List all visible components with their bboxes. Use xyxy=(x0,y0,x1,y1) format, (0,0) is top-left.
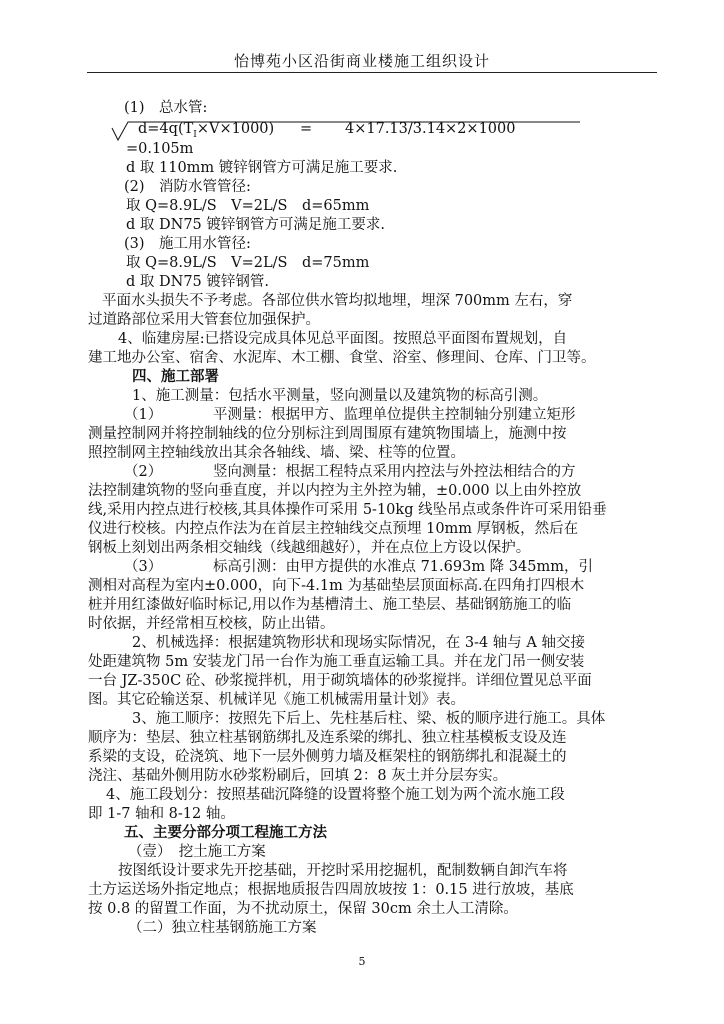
text-line: 浇注、基础外侧用防水砂浆粉刷后，回填 2：8 灰土并分层夯实。 xyxy=(88,768,508,784)
text-line: 法控制建筑物的竖向垂直度，并以内控为主外控为辅，±0.000 以上由外控放 xyxy=(88,483,582,499)
text-line: 一台 JZ-350C 砼、砂浆搅拌机，用于砌筑墙体的砂浆搅拌。详细位置见总平面 xyxy=(88,673,592,689)
section-heading-5: 五、主要分部分项工程施工方法 xyxy=(124,824,327,841)
page-header-title: 怡博苑小区沿街商业楼施工组织设计 xyxy=(233,52,490,70)
text-line: 土方运送场外指定地点；根据地质报告四周放坡按 1：0.15 进行放坡，基底 xyxy=(88,882,574,898)
text-line: （2） 竖向测量：根据工程特点采用内控法与外控法相结合的方 xyxy=(124,464,576,480)
text-line: 4、临建房屋:已搭设完成具体见总平面图。按照总平面图布置规划，自 xyxy=(118,331,568,347)
text-line: 平面水头损失不予考虑。各部位供水管均拟地埋，埋深 700mm 左右，穿 xyxy=(102,293,573,309)
text-line: 按图纸设计要求先开挖基础，开挖时采用挖掘机，配制数辆自卸汽车将 xyxy=(118,863,568,879)
text-line: 钢板上刻划出两条相交轴线（线越细越好），并在点位上方设以保护。 xyxy=(88,540,531,556)
formula-right-text: ×V×1000) xyxy=(196,121,275,137)
text-line: 取 Q=8.9L/S V=2L/S d=65mm xyxy=(126,198,370,214)
text-line: 过道路部位采用大管套位加强保护。 xyxy=(88,312,320,328)
text-line: 2、机械选择：根据建筑物形状和现场实际情况，在 3-4 轴与 A 轴交接 xyxy=(132,635,585,651)
text-line: d 取 DN75 镀锌钢管. xyxy=(126,274,269,290)
text-line: 处距建筑物 5m 安装龙门吊一台作为施工垂直运输工具。并在龙门吊一侧安装 xyxy=(88,654,585,670)
text-line: 按 0.8 的留置工作面，为不扰动原土，保留 30cm 余土人工清除。 xyxy=(88,901,518,917)
text-line: （3） 标高引测：由甲方提供的水准点 71.693m 降 345mm，引 xyxy=(124,559,593,575)
text-line: 系梁的支设，砼浇筑、地下一层外侧剪力墙及框架柱的钢筋绑扎和混凝土的 xyxy=(88,749,567,765)
text-line: 建工地办公室、宿舍、水泥库、木工棚、食堂、浴室、修理间、仓库、门卫等。 xyxy=(88,350,596,366)
text-line: （1） 平测量：根据甲方、监理单位提供主控制轴分别建立矩形 xyxy=(124,407,576,423)
text-line: (3) 施工用水管径: xyxy=(124,236,251,252)
text-line: 即 1-7 轴和 8-12 轴。 xyxy=(88,806,235,822)
text-line: 4、施工段划分：按照基础沉降缝的设置将整个施工划为两个流水施工段 xyxy=(106,787,565,803)
subsection-heading: （壹） 挖土施工方案 xyxy=(128,844,266,860)
text-line: (2) 消防水管管径: xyxy=(124,179,251,195)
text-line: 照控制网主控轴线放出其余各轴线、墙、梁、柱等的位置。 xyxy=(88,445,465,461)
subsection-heading: （二）独立柱基钢筋施工方案 xyxy=(128,920,317,936)
text-line: 线,采用内控点进行校核,其具体操作可采用 5-10kg 线坠吊点或条件许可采用铅垂 xyxy=(88,502,607,518)
text-line: 时依据，并经常相互校核，防止出错。 xyxy=(88,616,335,632)
text-line: =0.105m xyxy=(126,141,194,157)
pipe-diameter-formula xyxy=(110,120,580,142)
text-line: d 取 110mm 镀锌钢管方可满足施工要求. xyxy=(126,160,398,176)
text-line: 图。其它砼输送泵、机械详见《施工机械需用量计划》表。 xyxy=(88,692,465,708)
text-line: 测相对高程为室内±0.000，向下-4.1m 为基础垫层顶面标高.在四角打四根木 xyxy=(88,578,585,594)
text-line: 顺序为：垫层、独立柱基钢筋绑扎及连系梁的绑扎、独立柱基模板支设及连 xyxy=(88,730,567,746)
text-line: (1) 总水管: xyxy=(124,100,208,116)
header-rule xyxy=(87,72,657,73)
formula-left-text: d=4q(T xyxy=(138,121,194,137)
formula-value: 4×17.13/3.14×2×1000 xyxy=(345,121,516,137)
text-line: 桩并用红漆做好临时标记,用以作为基槽清土、施工垫层、基础钢筋施工的临 xyxy=(88,597,572,613)
text-line: 仪进行校核。内控点作法为在首层主控轴线交点预埋 10mm 厚钢板，然后在 xyxy=(88,521,579,537)
text-line: d 取 DN75 镀锌钢管方可满足施工要求. xyxy=(126,217,385,233)
formula-equals: = xyxy=(300,121,313,137)
text-line: 1、施工测量：包括水平测量，竖向测量以及建筑物的标高引测。 xyxy=(132,388,548,404)
text-line: 测量控制网并将控制轴线的位分别标注到周围原有建筑物围墙上，施测中按 xyxy=(88,426,567,442)
page-number: 5 xyxy=(358,955,366,968)
formula-subscript: I xyxy=(193,129,197,140)
text-line: 取 Q=8.9L/S V=2L/S d=75mm xyxy=(126,255,370,271)
text-line: 3、施工顺序：按照先下后上、先柱基后柱、梁、板的顺序进行施工。具体 xyxy=(132,711,606,727)
section-heading-4: 四、施工部署 xyxy=(132,368,219,385)
